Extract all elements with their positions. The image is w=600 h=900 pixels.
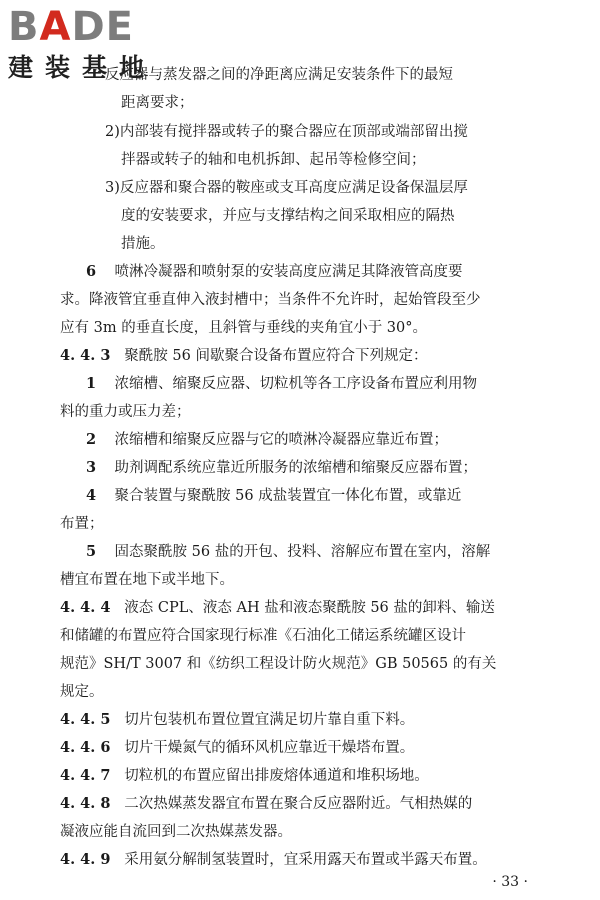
section-4-4-5 <box>60 710 414 730</box>
item-text: 喷淋冷凝器和喷射泵的安装高度应满足其降液管高度要 <box>114 264 463 280</box>
item-number: 2 <box>86 431 97 448</box>
list-item-5 <box>86 542 490 562</box>
item-text: 浓缩槽、缩聚反应器、切粒机等各工序设备布置应利用物 <box>114 376 478 392</box>
text-line: 和储罐的布置应符合国家现行标准《石油化工储运系统罐区设计 <box>60 628 466 644</box>
item-number: 3 <box>86 459 97 476</box>
text-line: 度的安装要求，并应与支撑结构之间采取相应的隔热 <box>121 208 455 224</box>
text-line: 2)内部装有搅拌器或转子的聚合器应在顶部或端部留出搅 <box>105 124 468 140</box>
list-item-1 <box>86 374 477 394</box>
section-4-4-8 <box>60 794 472 814</box>
section-text: 液态 CPL、液态 AH 盐和液态聚酰胺 56 盐的卸料、输送 <box>124 600 495 616</box>
item-number: 1 <box>86 375 97 392</box>
section-4-4-6 <box>60 738 414 758</box>
text-line: 凝液应能自流回到二次热媒蒸发器。 <box>60 824 292 840</box>
section-4-4-3 <box>60 346 427 366</box>
text-line: 求。降液管宜垂直伸入液封槽中；当条件不允许时，起始管段至少 <box>60 292 481 308</box>
item-number: 6 <box>86 263 97 280</box>
section-4-4-7 <box>60 766 429 786</box>
page-number: · 33 · <box>492 874 528 890</box>
logo-wordmark: BADE <box>8 4 134 50</box>
section-number: 4. 4. 8 <box>60 795 111 812</box>
list-item-2 <box>86 430 448 450</box>
text-line: 布置； <box>60 516 104 532</box>
text-line: 料的重力或压力差； <box>60 404 191 420</box>
list-item-6 <box>86 262 463 282</box>
text-line: 规定。 <box>60 684 104 700</box>
section-4-4-9 <box>60 850 487 870</box>
text-line: 距离要求； <box>121 95 194 111</box>
item-text: 浓缩槽和缩聚反应器与它的喷淋冷凝器应靠近布置； <box>114 432 449 448</box>
section-text: 聚酰胺 56 间歇聚合设备布置应符合下列规定： <box>124 348 428 364</box>
bade-logo <box>8 6 178 82</box>
item-text: 助剂调配系统应靠近所服务的浓缩槽和缩聚反应器布置； <box>114 460 478 476</box>
text-line: 应有 3m 的垂直长度，且斜管与垂线的夹角宜小于 30°。 <box>60 320 428 336</box>
item-text: 固态聚酰胺 56 盐的开包、投料、溶解应布置在室内，溶解 <box>114 544 491 560</box>
text-line: 反应器与蒸发器之间的净距离应满足安装条件下的最短 <box>105 67 453 83</box>
section-text: 切片包装机布置位置宜满足切片靠自重下料。 <box>124 712 415 728</box>
section-text: 采用氨分解制氢装置时，宜采用露天布置或半露天布置。 <box>124 852 487 868</box>
text-line: 拌器或转子的轴和电机拆卸、起吊等检修空间； <box>121 152 426 168</box>
section-number: 4. 4. 7 <box>60 767 111 784</box>
text-line: 3)反应器和聚合器的鞍座或支耳高度应满足设备保温层厚 <box>105 180 468 196</box>
section-text: 切粒机的布置应留出排废熔体通道和堆积场地。 <box>124 768 429 784</box>
section-number: 4. 4. 3 <box>60 347 111 364</box>
logo-subtitle: 建装基地 <box>8 53 157 82</box>
item-text: 聚合装置与聚酰胺 56 成盐装置宜一体化布置，或靠近 <box>114 488 462 504</box>
item-number: 4 <box>86 487 97 504</box>
list-item-3 <box>86 458 477 478</box>
section-number: 4. 4. 6 <box>60 739 111 756</box>
list-item-4 <box>86 486 461 506</box>
section-number: 4. 4. 5 <box>60 711 111 728</box>
text-line: 措施。 <box>121 236 165 252</box>
section-text: 二次热媒蒸发器宜布置在聚合反应器附近。气相热媒的 <box>124 796 473 812</box>
text-line: 规范》SH/T 3007 和《纺织工程设计防火规范》GB 50565 的有关 <box>60 656 497 672</box>
section-text: 切片干燥氮气的循环风机应靠近干燥塔布置。 <box>124 740 415 756</box>
section-number: 4. 4. 9 <box>60 851 111 868</box>
section-4-4-4 <box>60 598 495 618</box>
item-number: 5 <box>86 543 97 560</box>
text-line: 槽宜布置在地下或半地下。 <box>60 572 234 588</box>
section-number: 4. 4. 4 <box>60 599 111 616</box>
